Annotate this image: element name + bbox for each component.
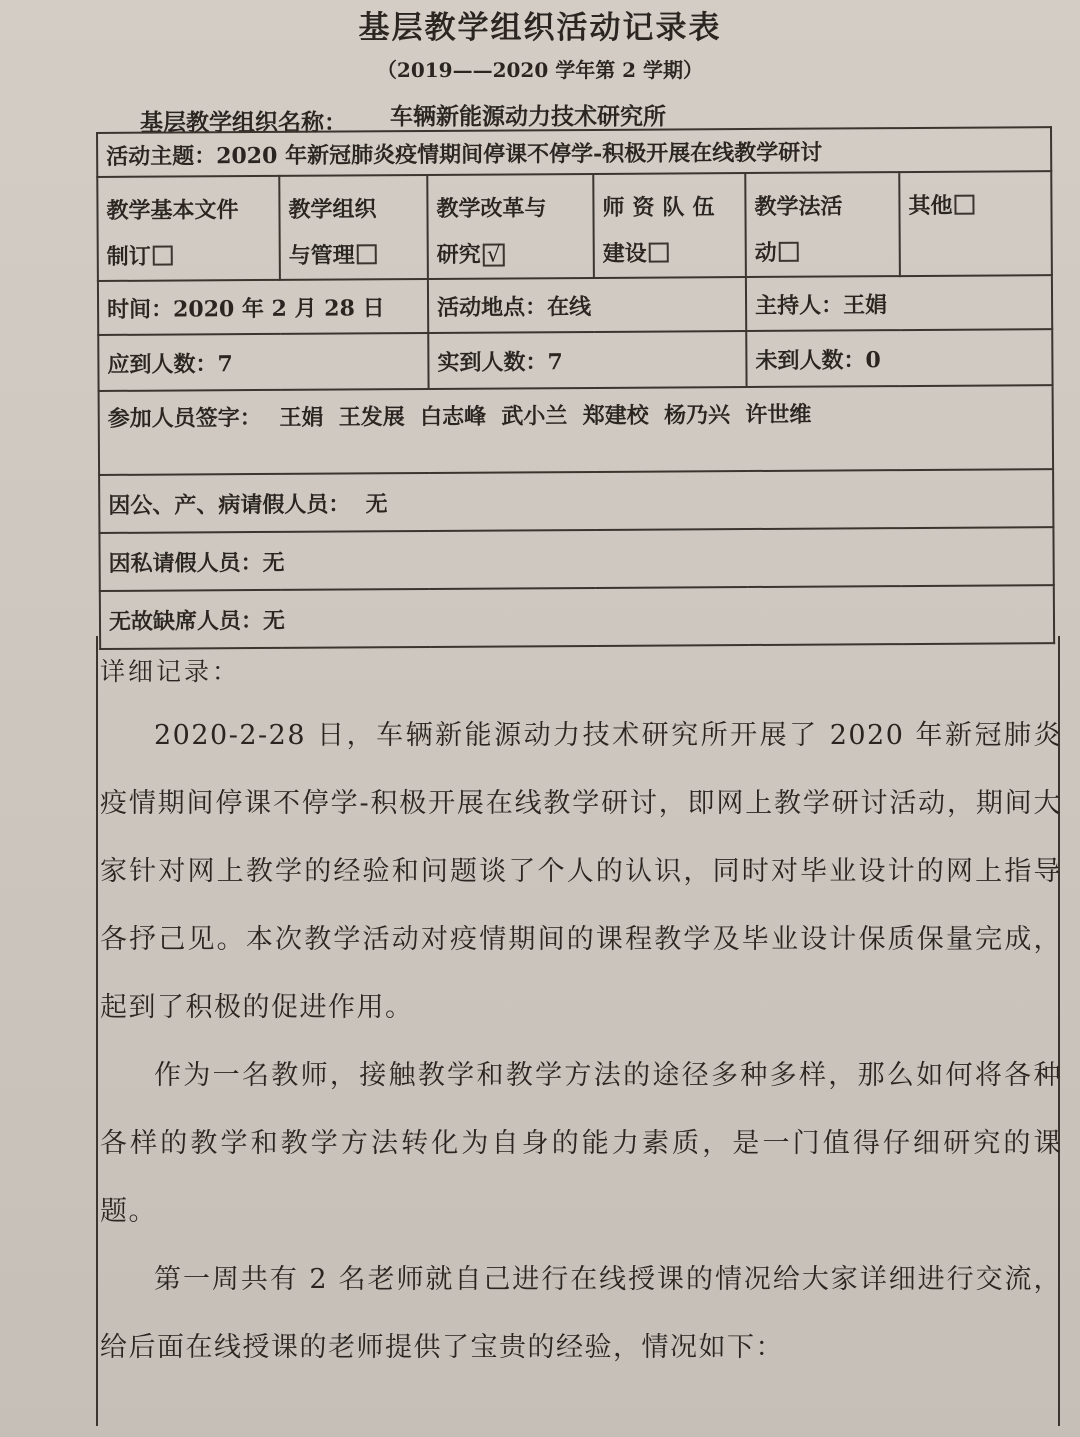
absent-count: 未到人数：0 <box>746 329 1052 387</box>
detail-paragraph-1: 2020-2-28 日，车辆新能源动力技术研究所开展了 2020 年新冠肺炎疫情期间停课不停学-积极开展在线教学研讨，即网上教学研讨活动，期间大家针对网上教学的经验和问题谈了个人的认识，同时对毕业设计的网上指导各抒己见。本次教学活动对疫情期间的课程教学及毕业设计保质保量完成，起到了积极的促进作用。 <box>100 720 1062 1023</box>
personal-leave-row: 因私请假人员：无 <box>99 527 1053 591</box>
activity-host: 主持人：王娟 <box>746 275 1052 331</box>
form-subtitle: （2019——2020 学年第 2 学期） <box>376 58 704 82</box>
form-title: 基层教学组织活动记录表 <box>358 10 722 46</box>
activity-location: 活动地点：在线 <box>428 277 746 333</box>
detailed-record-label: 详细记录： <box>100 657 241 686</box>
checkbox-teaching-method <box>779 242 799 262</box>
record-form-table <box>96 126 1055 650</box>
checkbox-faculty <box>649 243 669 263</box>
official-leave-row: 因公、产、病请假人员： 无 <box>99 469 1053 533</box>
checkbox-reform-research <box>483 244 505 267</box>
category-teaching-method: 教学法活 动 <box>745 172 900 277</box>
detailed-record <box>100 642 1062 1382</box>
participants-label: 参加人员签字： <box>107 404 262 432</box>
category-reform-research: 教学改革与 研究 √ <box>427 174 594 279</box>
actual-count: 实到人数：7 <box>428 331 746 389</box>
org-name-label: 基层教学组织名称： <box>140 109 347 136</box>
checkbox-organization <box>357 244 377 264</box>
detail-paragraph-2: 作为一名教师，接触教学和教学方法的途径多种多样，那么如何将各种各样的教学和教学方法转化为自身的能力素质，是一门值得仔细研究的课题。 <box>100 1060 1062 1227</box>
details-frame-left <box>96 636 98 1426</box>
activity-time: 时间：2020 年 2 月 28 日 <box>98 279 428 335</box>
checkbox-other <box>954 195 974 215</box>
category-other: 其他 <box>899 171 1052 276</box>
expected-count: 应到人数：7 <box>98 333 428 391</box>
category-faculty: 师资队伍 建设 <box>593 173 746 278</box>
category-organization: 教学组织 与管理 <box>279 175 428 280</box>
unexcused-absence-row: 无故缺席人员：无 <box>100 585 1054 649</box>
activity-topic: 活动主题：2020 年新冠肺炎疫情期间停课不停学-积极开展在线教学研讨 <box>97 127 1051 177</box>
check-mark-icon: √ <box>486 242 501 268</box>
checkbox-basic-documents <box>153 246 173 266</box>
participants-row <box>99 385 1054 475</box>
category-basic-documents: 教学基本文件 制订 <box>97 176 280 281</box>
detail-paragraph-3: 第一周共有 2 名老师就自己进行在线授课的情况给大家详细进行交流，给后面在线授课的老师提供了宝贵的经验，情况如下： <box>100 1264 1062 1363</box>
participants-signatures: 王娟 王发展 白志峰 武小兰 郑建校 杨乃兴 许世维 <box>279 401 812 431</box>
org-name-value: 车辆新能源动力技术研究所 <box>390 103 666 130</box>
